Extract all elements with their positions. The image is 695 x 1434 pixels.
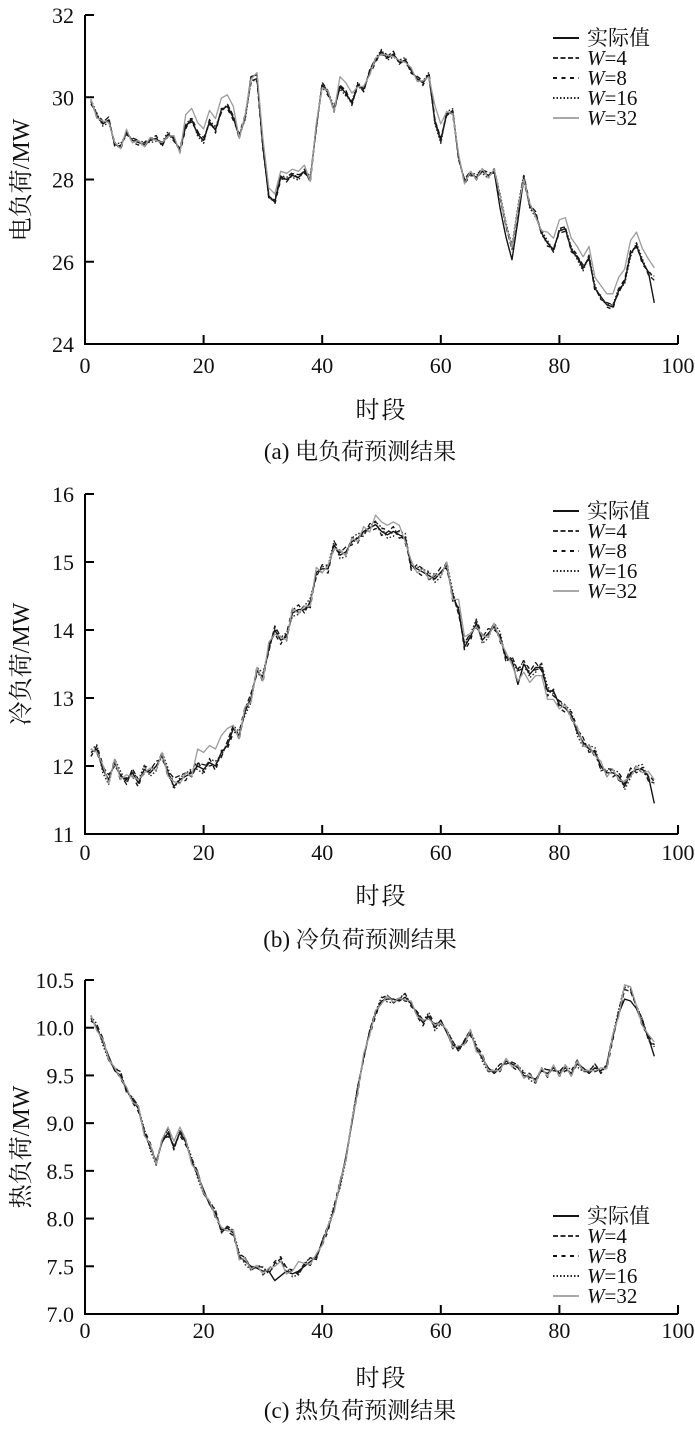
y-tick-label: 7.5 xyxy=(46,1254,74,1280)
y-tick-label: 10.5 xyxy=(35,968,74,993)
y-tick-label: 12 xyxy=(52,754,74,779)
x-tick-label: 40 xyxy=(311,353,334,378)
series-line-W=16 xyxy=(91,986,654,1277)
x-tick-label: 40 xyxy=(311,840,334,865)
x-tick-label: 20 xyxy=(192,1318,215,1343)
x-tick-label: 80 xyxy=(548,353,571,378)
x-tick-label: 0 xyxy=(79,1318,91,1343)
chart-b-ylabel: 冷负荷/MW xyxy=(9,602,35,726)
y-tick-label: 16 xyxy=(52,482,74,507)
x-tick-label: 40 xyxy=(311,1318,334,1343)
chart-c-ylabel: 热负荷/MW xyxy=(9,1085,35,1209)
x-tick-label: 100 xyxy=(661,353,695,378)
x-tick-label: 0 xyxy=(79,840,91,865)
legend-label-W=16: W=16 xyxy=(587,559,638,583)
y-tick-label: 14 xyxy=(52,618,74,643)
chart-c-caption: (c) 热负荷预测结果 xyxy=(263,1398,457,1423)
chart-a-plot xyxy=(0,0,695,390)
chart-b-xlabel: 时段 xyxy=(355,884,408,910)
y-tick-label: 26 xyxy=(52,249,74,275)
chart-b-plot xyxy=(0,478,695,876)
series-line-W=8 xyxy=(91,988,654,1275)
legend-label-实际值: 实际值 xyxy=(587,1204,650,1228)
legend-label-W=32: W=32 xyxy=(587,579,638,603)
y-tick-label: 8.5 xyxy=(46,1158,74,1184)
series-line-W=4 xyxy=(91,521,654,784)
y-tick-label: 24 xyxy=(52,332,74,357)
legend-label-实际值: 实际值 xyxy=(587,499,650,523)
series-line-W=4 xyxy=(91,51,654,305)
x-tick-label: 60 xyxy=(429,840,452,865)
legend-label-W=4: W=4 xyxy=(587,46,627,70)
legend-label-W=32: W=32 xyxy=(587,1284,638,1308)
chart-c-plot xyxy=(0,958,695,1358)
legend-label-W=8: W=8 xyxy=(587,66,627,90)
series-line-W=8 xyxy=(91,50,654,310)
x-tick-label: 0 xyxy=(79,353,91,378)
legend-label-W=4: W=4 xyxy=(587,519,627,543)
x-tick-label: 80 xyxy=(548,840,571,865)
legend-label-W=16: W=16 xyxy=(587,1264,638,1288)
y-tick-label: 28 xyxy=(52,167,74,193)
y-tick-label: 13 xyxy=(52,686,74,711)
x-tick-label: 80 xyxy=(548,1318,571,1343)
legend-label-W=16: W=16 xyxy=(587,86,638,110)
y-tick-label: 7.0 xyxy=(46,1302,74,1327)
y-tick-label: 30 xyxy=(52,85,74,111)
legend-label-W=8: W=8 xyxy=(587,539,627,563)
x-tick-label: 60 xyxy=(429,1318,452,1343)
x-tick-label: 20 xyxy=(192,840,215,865)
series-line-W=8 xyxy=(91,528,654,787)
series-line-实际值 xyxy=(91,525,654,804)
series-line-W=16 xyxy=(91,50,654,306)
series-line-实际值 xyxy=(91,52,654,307)
legend-label-W=32: W=32 xyxy=(587,106,638,130)
y-tick-label: 11 xyxy=(52,822,74,847)
legend-label-W=4: W=4 xyxy=(587,1224,627,1248)
chart-b-caption: (b) 冷负荷预测结果 xyxy=(263,927,457,952)
chart-a-caption: (a) 电负荷预测结果 xyxy=(263,439,457,464)
y-tick-label: 32 xyxy=(52,3,74,28)
y-tick-label: 10.0 xyxy=(35,1015,74,1041)
y-tick-label: 15 xyxy=(52,550,74,575)
legend-label-实际值: 实际值 xyxy=(587,26,650,50)
y-tick-label: 8.0 xyxy=(46,1206,74,1232)
series-line-W=32 xyxy=(91,515,654,784)
x-tick-label: 100 xyxy=(661,1318,695,1343)
y-tick-label: 9.0 xyxy=(46,1111,74,1137)
series-line-W=32 xyxy=(91,985,654,1274)
legend-label-W=8: W=8 xyxy=(587,1244,627,1268)
y-tick-label: 9.5 xyxy=(46,1063,74,1089)
x-tick-label: 100 xyxy=(661,840,695,865)
x-tick-label: 60 xyxy=(429,353,452,378)
series-line-W=4 xyxy=(91,990,654,1275)
chart-c-xlabel: 时段 xyxy=(355,1366,408,1392)
chart-a-xlabel: 时段 xyxy=(355,398,408,424)
series-line-W=32 xyxy=(91,54,654,294)
x-tick-label: 20 xyxy=(192,353,215,378)
series-line-W=16 xyxy=(91,522,654,790)
chart-a-ylabel: 电负荷/MW xyxy=(9,118,35,242)
